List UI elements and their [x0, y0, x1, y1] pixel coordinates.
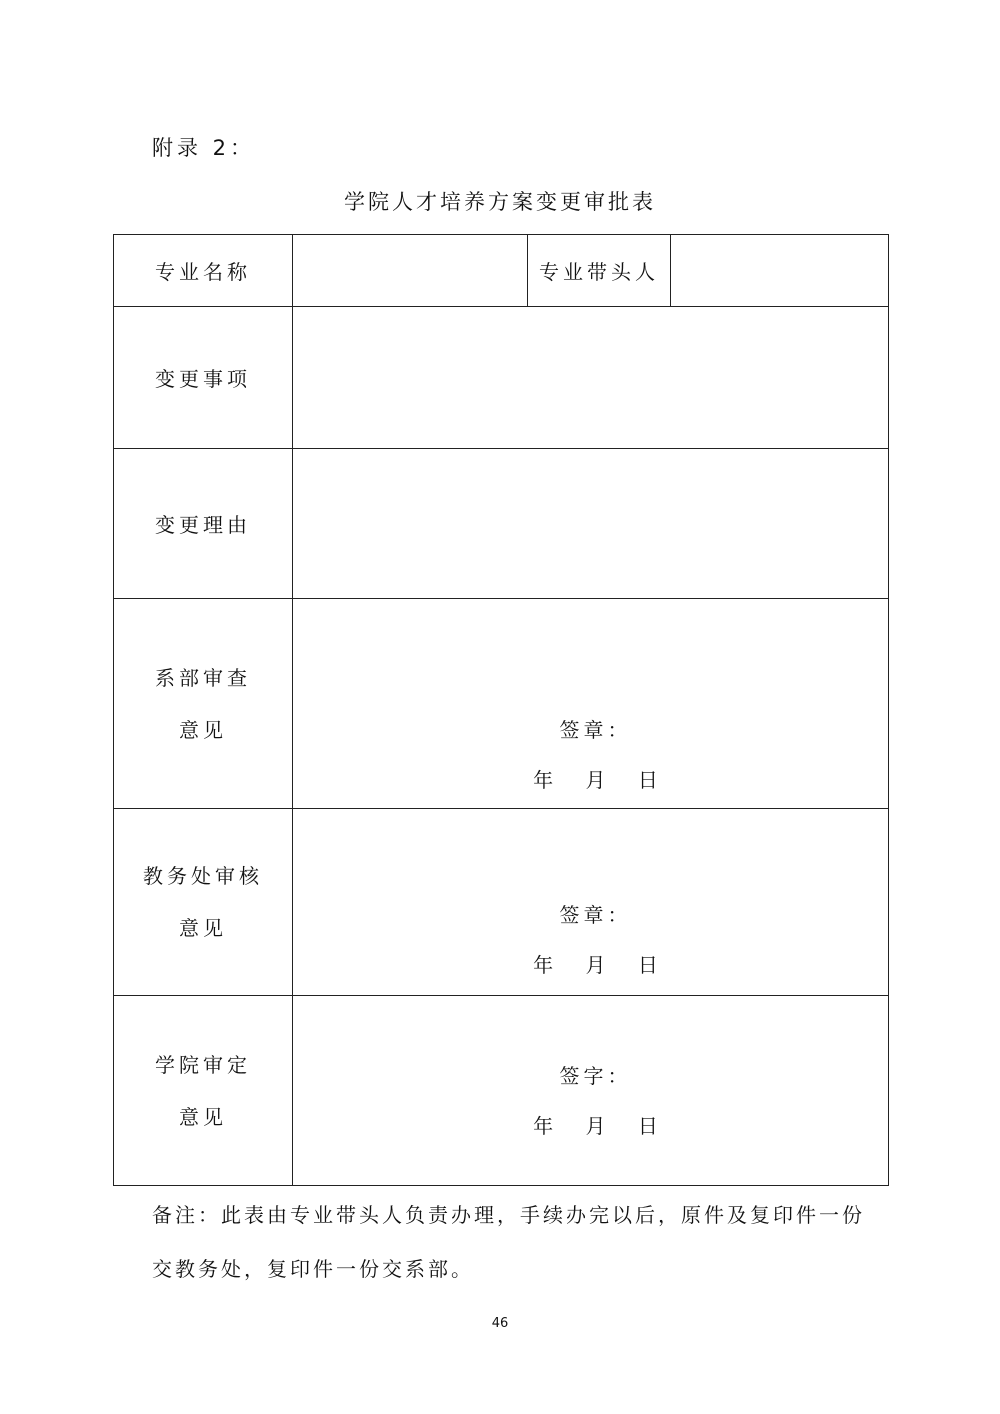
- leader-label: 专业带头人: [528, 235, 671, 307]
- change-reason-row: [114, 449, 889, 599]
- major-name-label: 专业名称: [114, 235, 293, 307]
- academic-affairs-label-line1: 教务处审核: [143, 864, 263, 888]
- academic-affairs-signature-label: 签章：: [559, 903, 632, 927]
- academic-affairs-sign-block: [293, 890, 888, 990]
- form-title: 学院人才培养方案变更审批表: [344, 190, 656, 214]
- dept-review-date-label: 年 月 日: [533, 768, 662, 792]
- dept-review-label-line2: 意见: [179, 717, 227, 742]
- academic-affairs-field[interactable]: [293, 809, 889, 996]
- change-reason-field[interactable]: [293, 449, 889, 599]
- academic-affairs-row: [114, 809, 889, 996]
- dept-review-signature-label: 签章：: [559, 718, 632, 742]
- change-items-label: 变更事项: [114, 307, 293, 449]
- college-approval-label-line1: 学院审定: [155, 1052, 251, 1077]
- college-approval-label: [114, 996, 293, 1186]
- college-approval-date-label: 年 月 日: [533, 1114, 662, 1138]
- college-approval-sign-block: [293, 1051, 888, 1151]
- college-approval-signature-label: 签字：: [559, 1064, 632, 1088]
- dept-review-sign-block: [293, 705, 888, 805]
- form-note: 备注：此表由专业带头人负责办理，手续办完以后，原件及复印件一份交教务处，复印件一份交系部。: [152, 1203, 865, 1281]
- college-approval-label-line2: 意见: [179, 1104, 227, 1129]
- college-approval-field[interactable]: [293, 996, 889, 1186]
- dept-review-label: [114, 599, 293, 809]
- academic-affairs-label: [114, 809, 293, 996]
- dept-review-field[interactable]: [293, 599, 889, 809]
- change-items-field[interactable]: [293, 307, 889, 449]
- leader-field[interactable]: [671, 235, 889, 307]
- major-name-field[interactable]: [293, 235, 528, 307]
- college-approval-row: [114, 996, 889, 1186]
- major-row: [114, 235, 889, 307]
- page-number: 46: [491, 1316, 509, 1331]
- academic-affairs-date-label: 年 月 日: [533, 953, 662, 977]
- appendix-label: 附录 2：: [152, 136, 256, 160]
- change-reason-label: 变更理由: [114, 449, 293, 599]
- dept-review-label-line1: 系部审查: [155, 665, 251, 690]
- academic-affairs-label-line2: 意见: [179, 916, 227, 940]
- dept-review-row: [114, 599, 889, 809]
- approval-form-table: [113, 234, 889, 1186]
- change-items-row: [114, 307, 889, 449]
